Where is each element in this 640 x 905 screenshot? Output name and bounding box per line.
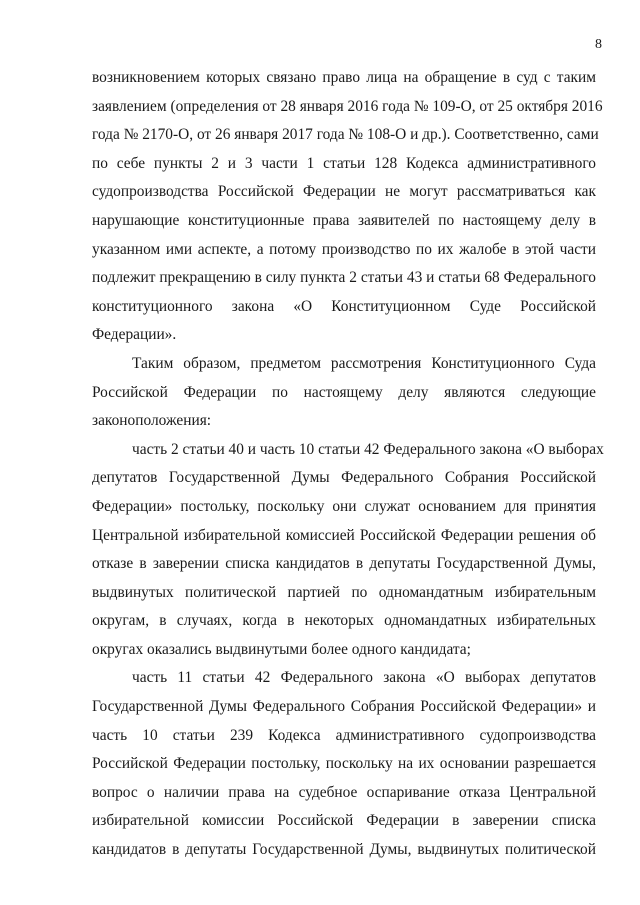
text-line: возникновением которых связано право лица на обращение в суд с таким — [92, 69, 596, 86]
text-line: Российской Федерации по настоящему делу являются следующие — [92, 383, 596, 401]
text-line: часть 2 статьи 40 и часть 10 статьи 42 Федерального закона «О выборах — [132, 440, 604, 458]
text-line: часть 10 статьи 239 Кодекса административного судопроизводства — [92, 726, 596, 744]
text-line: года № 2170-О, от 26 января 2017 года № 108-О и др.). Соответственно, сами — [92, 126, 599, 144]
text-line: нарушающие конституционные права заявителей по настоящему делу в — [92, 211, 596, 229]
text-line: указанном ими аспекте, а потому производство по их жалобе в этой части — [92, 240, 596, 258]
text-line: избирательной комиссии Российской Федерации в заверении списка — [92, 812, 596, 830]
text-line: отказе в заверении списка кандидатов в депутаты Государственной Думы, — [92, 555, 596, 573]
document-body — [92, 64, 604, 865]
text-line: округам, в случаях, когда в некоторых одномандатных избирательных — [92, 612, 596, 630]
text-line: кандидатов в депутаты Государственной Думы, выдвинутых политической — [92, 841, 596, 859]
text-line: выдвинутых политической партией по одномандатным избирательным — [92, 583, 596, 601]
text-line: часть 11 статьи 42 Федерального закона «О выборах депутатов — [132, 669, 596, 687]
text-line: депутатов Государственной Думы Федерального Собрания Российской — [92, 469, 596, 487]
text-line: законоположения: — [92, 412, 212, 430]
text-line: судопроизводства Российской Федерации не могут рассматриваться как — [92, 183, 596, 201]
text-line: Российской Федерации постольку, поскольку на их основании разрешается — [92, 755, 596, 773]
text-line: Федерации». — [92, 326, 177, 344]
text-line: округах оказались выдвинутыми более одного кандидата; — [92, 640, 471, 658]
text-line: подлежит прекращению в силу пункта 2 статьи 43 и статьи 68 Федерального — [92, 269, 596, 287]
text-line: Федерации» постольку, поскольку они служат основанием для принятия — [92, 497, 596, 515]
text-line: Государственной Думы Федерального Собрания Российской Федерации» и — [92, 698, 596, 716]
text-line: Таким образом, предметом рассмотрения Конституционного Суда — [132, 354, 596, 372]
text-line: конституционного закона «О Конституционном Суде Российской — [92, 297, 596, 315]
page-number: 8 — [595, 37, 602, 52]
text-line: заявлением (определения от 28 января 2016 года № 109-О, от 25 октября 2016 — [92, 97, 603, 115]
text-line: Центральной избирательной комиссией Российской Федерации решения об — [92, 526, 596, 544]
text-line: вопрос о наличии права на судебное оспаривание отказа Центральной — [92, 783, 596, 801]
text-line: по себе пункты 2 и 3 части 1 статьи 128 Кодекса административного — [92, 154, 596, 172]
